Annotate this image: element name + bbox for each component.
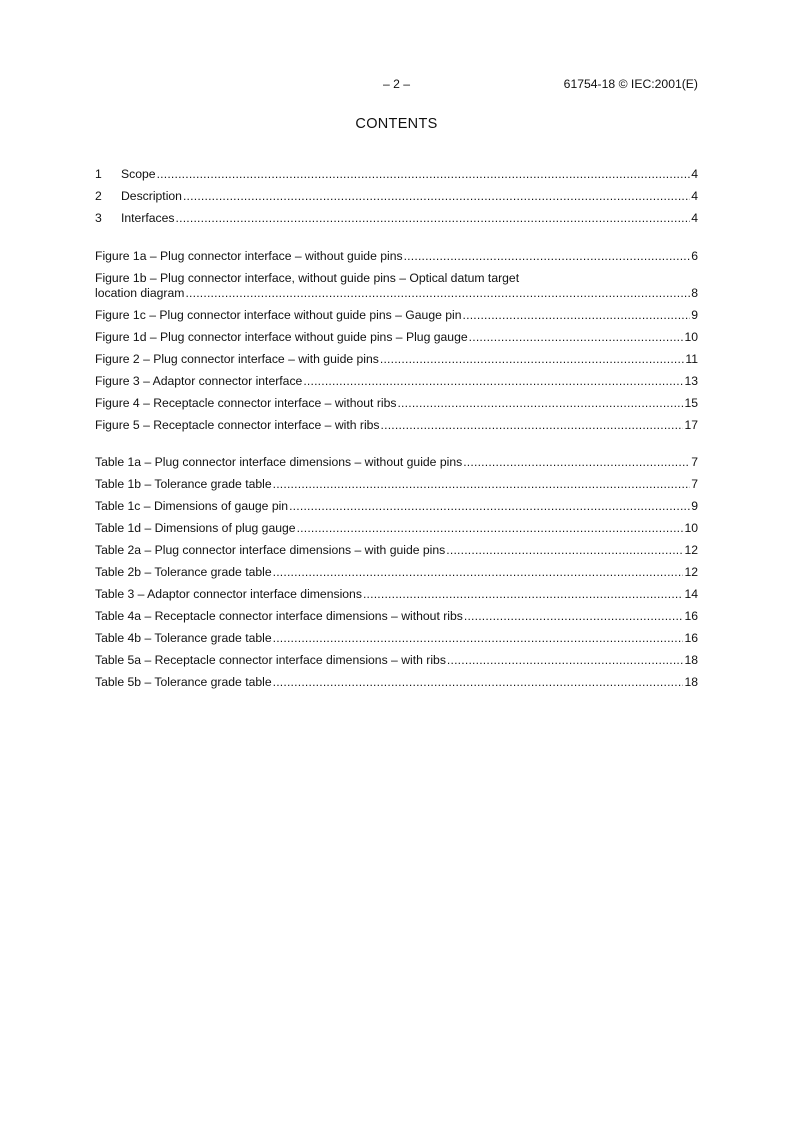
dot-leader bbox=[157, 167, 691, 182]
entry-page: 9 bbox=[691, 308, 698, 322]
entry-page: 9 bbox=[691, 499, 698, 513]
entry-label: Table 1a – Plug connector interface dimensions – without guide pins bbox=[95, 455, 463, 469]
toc-entry-table[interactable] bbox=[95, 653, 698, 675]
entry-page: 16 bbox=[684, 609, 698, 623]
toc-entry-table[interactable] bbox=[95, 499, 698, 521]
entry-page: 14 bbox=[684, 587, 698, 601]
document-id: 61754-18 © IEC:2001(E) bbox=[563, 77, 698, 91]
dot-leader bbox=[446, 543, 683, 558]
toc-entry-figure[interactable] bbox=[95, 271, 698, 308]
entry-page: 18 bbox=[684, 675, 698, 689]
toc-entry-figure[interactable] bbox=[95, 374, 698, 396]
toc-tables bbox=[95, 455, 698, 697]
entry-label: Figure 1a – Plug connector interface – without guide pins bbox=[95, 249, 403, 263]
entry-label: Figure 5 – Receptacle connector interface – with ribs bbox=[95, 418, 380, 432]
toc-entry-figure[interactable] bbox=[95, 330, 698, 352]
entry-page: 11 bbox=[685, 352, 698, 366]
toc-entry-table[interactable] bbox=[95, 565, 698, 587]
toc-entry-section[interactable] bbox=[95, 189, 698, 211]
section-number: 3 bbox=[95, 211, 102, 225]
entry-label: location diagram bbox=[95, 286, 185, 300]
entry-page: 12 bbox=[684, 565, 698, 579]
entry-label: Figure 2 – Plug connector interface – with guide pins bbox=[95, 352, 379, 366]
dot-leader bbox=[185, 286, 690, 301]
toc-entry-figure[interactable] bbox=[95, 308, 698, 330]
dot-leader bbox=[463, 308, 691, 323]
toc-entry-table[interactable] bbox=[95, 587, 698, 609]
toc-entry-table[interactable] bbox=[95, 675, 698, 697]
toc-entry-table[interactable] bbox=[95, 521, 698, 543]
dot-leader bbox=[176, 211, 691, 226]
toc-entry-figure[interactable] bbox=[95, 418, 698, 440]
entry-label: Description bbox=[121, 189, 182, 203]
toc-entry-section[interactable] bbox=[95, 167, 698, 189]
entry-label: Table 2b – Tolerance grade table bbox=[95, 565, 272, 579]
entry-label: Table 5a – Receptacle connector interface dimensions – with ribs bbox=[95, 653, 446, 667]
entry-label: Scope bbox=[121, 167, 156, 181]
dot-leader bbox=[381, 418, 684, 433]
entry-label: Table 5b – Tolerance grade table bbox=[95, 675, 272, 689]
contents-title: CONTENTS bbox=[355, 116, 438, 132]
entry-page: 16 bbox=[684, 631, 698, 645]
toc-entry-table[interactable] bbox=[95, 609, 698, 631]
section-number: 2 bbox=[95, 189, 102, 203]
dot-leader bbox=[380, 352, 684, 367]
entry-label: Figure 4 – Receptacle connector interface – without ribs bbox=[95, 396, 397, 410]
toc-entry-table[interactable] bbox=[95, 477, 698, 499]
entry-page: 13 bbox=[684, 374, 698, 388]
entry-page: 8 bbox=[691, 286, 698, 300]
entry-page: 17 bbox=[684, 418, 698, 432]
entry-label: Figure 3 – Adaptor connector interface bbox=[95, 374, 303, 388]
dot-leader bbox=[183, 189, 690, 204]
dot-leader bbox=[469, 330, 684, 345]
entry-label: Interfaces bbox=[121, 211, 175, 225]
toc-entry-table[interactable] bbox=[95, 631, 698, 653]
entry-label: Figure 1d – Plug connector interface without guide pins – Plug gauge bbox=[95, 330, 468, 344]
dot-leader bbox=[303, 374, 683, 389]
toc-entry-figure[interactable] bbox=[95, 396, 698, 418]
entry-label: Table 4a – Receptacle connector interface dimensions – without ribs bbox=[95, 609, 463, 623]
entry-page: 4 bbox=[691, 167, 698, 181]
dot-leader bbox=[273, 477, 691, 492]
toc-sections bbox=[95, 167, 698, 233]
dot-leader bbox=[363, 587, 684, 602]
dot-leader bbox=[273, 675, 684, 690]
toc-entry-figure[interactable] bbox=[95, 352, 698, 374]
entry-label: Figure 1c – Plug connector interface without guide pins – Gauge pin bbox=[95, 308, 462, 322]
dot-leader bbox=[447, 653, 684, 668]
toc-entry-table[interactable] bbox=[95, 455, 698, 477]
entry-page: 7 bbox=[691, 455, 698, 469]
entry-page: 18 bbox=[684, 653, 698, 667]
entry-label: Table 1d – Dimensions of plug gauge bbox=[95, 521, 296, 535]
entry-page: 15 bbox=[684, 396, 698, 410]
entry-label-line1: Figure 1b – Plug connector interface, without guide pins – Optical datum target bbox=[95, 271, 520, 285]
toc-entry-table[interactable] bbox=[95, 543, 698, 565]
section-number: 1 bbox=[95, 167, 102, 181]
dot-leader bbox=[397, 396, 683, 411]
toc-entry-section[interactable] bbox=[95, 211, 698, 233]
page-header bbox=[95, 77, 698, 93]
dot-leader bbox=[404, 249, 691, 264]
entry-label: Table 1b – Tolerance grade table bbox=[95, 477, 272, 491]
entry-page: 6 bbox=[691, 249, 698, 263]
toc-figures bbox=[95, 249, 698, 440]
entry-label: Table 2a – Plug connector interface dimensions – with guide pins bbox=[95, 543, 446, 557]
entry-label: Table 1c – Dimensions of gauge pin bbox=[95, 499, 289, 513]
dot-leader bbox=[273, 631, 684, 646]
entry-page: 12 bbox=[684, 543, 698, 557]
entry-page: 7 bbox=[691, 477, 698, 491]
entry-page: 4 bbox=[691, 189, 698, 203]
page-number: – 2 – bbox=[382, 77, 411, 91]
dot-leader bbox=[297, 521, 684, 536]
dot-leader bbox=[464, 609, 684, 624]
entry-page: 4 bbox=[691, 211, 698, 225]
entry-page: 10 bbox=[684, 521, 698, 535]
entry-page: 10 bbox=[684, 330, 698, 344]
entry-label: Table 4b – Tolerance grade table bbox=[95, 631, 272, 645]
dot-leader bbox=[463, 455, 690, 470]
toc-entry-figure[interactable] bbox=[95, 249, 698, 271]
dot-leader bbox=[289, 499, 690, 514]
entry-label: Table 3 – Adaptor connector interface dimensions bbox=[95, 587, 362, 601]
dot-leader bbox=[273, 565, 684, 580]
